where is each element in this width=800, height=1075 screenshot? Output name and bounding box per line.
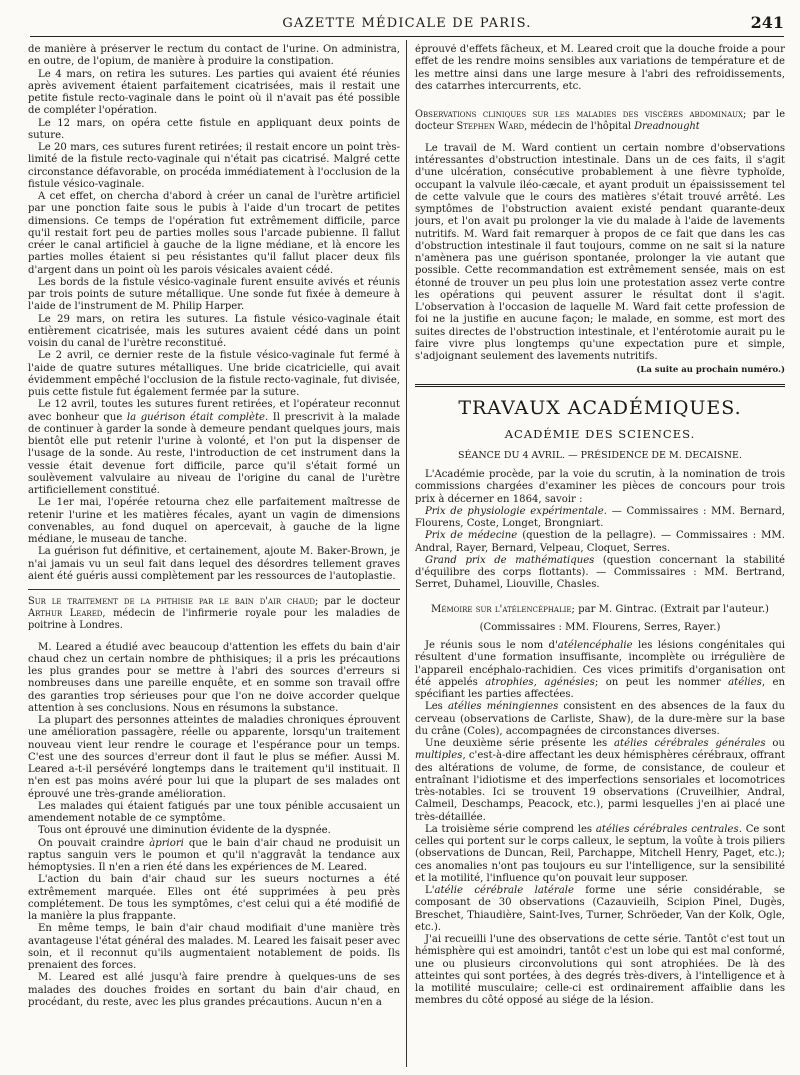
spacer bbox=[415, 133, 785, 143]
text-run: , c'est-à-dire affectant les deux hémisphères cérébraux, offrant des altérations de volume, de forme, de consistance, de couleur et entraînant l'idiotisme et des imperfections sensoriales et locomotrices très-notables. Ici se trouvent 19 observations (Cruveilhier, Andral, Calmeil, Deschamps, Peacock, etc.), parmi lesquelles j'en ai placé une très-détaillée. bbox=[415, 750, 785, 823]
italic-run: Prix de physiologie expérimentale bbox=[425, 505, 604, 517]
italic-run: Grand prix de mathématiques bbox=[425, 554, 595, 566]
paragraph: La plupart des personnes atteintes de maladies chroniques éprouvent une amélioration passagère, réelle ou apparente, lorsqu'un traitement nouveau vient leur rendre le courage et l'espérance pour un temps. C'est une des sources d'erreur dont il faut le plus se méfier. Aussi M. Leared a-t-il persévéré longtemps dans le traitement qu'il instituait. Il n'en est pas moins avéré pour lui que la plupart de ses malades ont éprouvé une très-grande amélioration. bbox=[28, 715, 400, 800]
spacer bbox=[415, 93, 785, 103]
text-run: , médecin de l'infirmerie royale pour les maladies de poitrine à Londres. bbox=[28, 607, 400, 631]
article-separator bbox=[28, 589, 400, 590]
memoir-title: Mémoire sur l'atélencéphalie bbox=[431, 603, 572, 615]
paragraph: Le 12 mars, on opéra cette fistule en appliquant deux points de suture. bbox=[28, 117, 400, 141]
paragraph bbox=[415, 824, 785, 885]
italic-run: atélies cérébrales centrales bbox=[595, 823, 739, 835]
italic-run: atélies cérébrales générales bbox=[614, 738, 766, 750]
italic-run: multiples bbox=[415, 750, 463, 762]
text-run: Je réunis sous le nom d' bbox=[425, 640, 558, 652]
text-run: les lésions congénitales qui résultent d'une formation insuffisante, incomplète ou irrégulière de l'appareil encéphalo-rachidien. Ces vices primitifs d'organisation ont été appelés bbox=[415, 640, 785, 688]
italic-run: atrophies, agénésies bbox=[485, 676, 595, 688]
paragraph: En même temps, le bain d'air chaud modifiait d'une manière très avantageuse l'état général des malades. M. Leared les faisait peser avec soin, et il reconnut qu'ils augmentaient notablement de poids. Ils prenaient des forces. bbox=[28, 923, 400, 972]
paragraph: La guérison fut définitive, et certainement, ajoute M. Baker-Brown, je n'ai jamais vu un seul fait dans lequel des désordres tellement graves aient été guéris aussi complètement par les ressources de l'autoplastie. bbox=[28, 546, 400, 582]
page-number: 241 bbox=[750, 13, 784, 32]
italic-run: àpriori bbox=[149, 837, 184, 849]
paragraph: de manière à préserver le rectum du contact de l'urine. On administra, en outre, de l'opium, de manière à produire la constipation. bbox=[28, 44, 400, 68]
paragraph: Le 20 mars, ces sutures furent retirées; il restait encore un point très-limité de la fistule recto-vaginale qui n'était pas cicatrisé. Malgré cette circonstance défavorable, on procéda immédiatement à l'occlusion de la fistule vésico-vaginale. bbox=[28, 142, 400, 190]
text-run: La troisième série comprend les bbox=[425, 823, 596, 835]
section-rule bbox=[415, 384, 785, 387]
article-title: Sur le traitement de la phthisie par le bain d'air chaud bbox=[28, 596, 315, 607]
paragraph: Le travail de M. Ward contient un certain nombre d'observations intéressantes d'obstruction intestinale. Dans un de ces faits, il s'agit d'une ulcération, consécutive probablement à une fièvre typhoïde, occupant la valvule iléo-cæcale, et ayant produit un épaississement tel de cette valvule que le cours des matières s'était trouvé arrêté. Les symptômes de l'obstruction avaient existé pendant quarante-deux jours, et l'on avait pu prolonger la vie du malade à l'aide de lavements nutritifs. M. Ward fait remarquer à propos de ce fait que dans les cas d'obstruction intestinale il faut toujours, comme on ne sait si la nature n'amènera pas une guérison spontanée, prolonger la vie autant que possible. Cette recommandation est extrêmement sensée, mais on est étonné de trouver un peu plus loin une protestation assez verte contre les opérations qui peuvent assurer le résultat dont il s'agit. L'observation à l'occasion de laquelle M. Ward fait cette profession de foi ne la justifie en aucune façon; le malade, en somme, est mort des suites directes de l'obstruction intestinale, et l'entérotomie aurait pu le faire vivre plus longtemps qu'une expectation pure et simple, s'adjoignant seulement des lavements nutritifs. bbox=[415, 142, 785, 363]
text-run: . Il prescrivit à la malade de continuer à garder la sonde à demeure pendant quelques jours, mais bientôt elle put retenir l'urine à volonté, et l'on put la dispenser de l'usage de la sonde. Au reste, l'introduction de cet instrument dans la vessie était devenue fort difficile, parce qu'il s'était formé un soulèvement valvulaire au niveau de l'origine du canal de l'urètre artificiellement constitué. bbox=[28, 411, 400, 496]
text-run: Une deuxième série présente les bbox=[425, 738, 615, 750]
text-run: ; on peut les nommer bbox=[594, 676, 729, 688]
right-column bbox=[415, 44, 785, 1075]
paragraph: M. Leared a étudié avec beaucoup d'attention les effets du bain d'air chaud chez un certain nombre de phthisiques; il a pris les précautions les plus grandes pour se mettre à l'abri des sources d'erreurs si nombreuses dans une pareille enquête, et en somme son travail offre des garanties trop sérieuses pour que l'on ne doive accorder quelque attention à ses conclusions. Nous en résumons la substance. bbox=[28, 641, 400, 714]
italic-run: atélie cérébrale latérale bbox=[434, 885, 574, 897]
paragraph bbox=[415, 885, 785, 934]
text-run: ; par le docteur bbox=[314, 596, 400, 607]
italic-run: atélencéphalie bbox=[557, 640, 633, 652]
paragraph: L'action du bain d'air chaud sur les sueurs nocturnes a été extrêmement marquée. Elles ont été supprimées à peu près complétement. De tous les symptômes, c'est celui qui a été modifié de la manière la plus frappante. bbox=[28, 874, 400, 923]
article-title: Observations cliniques sur les maladies des viscères abdominaux bbox=[415, 109, 744, 120]
italic-run: atélies bbox=[728, 676, 762, 688]
text-run: On pouvait craindre bbox=[38, 837, 150, 849]
text-run: consistent en des absences de la faux du cerveau (observations de Carliste, Shaw), de la dure-mère sur la base du crâne (Coles), accompagnées de circonstances diverses. bbox=[415, 701, 785, 737]
paragraph: Tous ont éprouvé une diminution évidente de la dyspnée. bbox=[38, 825, 331, 837]
paragraph: éprouvé d'effets fâcheux, et M. Leared croit que la douche froide a pour effet de les rendre moins sensibles aux variations de température et de les mettre ainsi dans une large mesure à l'abri des refroidissements, des catarrhes intercurrents, etc. bbox=[415, 44, 785, 92]
paragraph bbox=[415, 555, 785, 592]
text-run: (question concernant la stabilité d'équilibre des corps flottants). — Commissaires : MM. Bertrand, Serret, Duhamel, Liouville, Chasles. bbox=[415, 554, 785, 591]
text-run: ou bbox=[765, 738, 785, 750]
text-run: . — Commissaires : MM. Bernard, Flourens, Coste, Longet, Brongniart. bbox=[415, 505, 785, 530]
paragraph: Les bords de la fistule vésico-vaginale furent ensuite avivés et réunis par trois points de suture métallique. Une sonde fut fixée à demeure à l'aide de l'instrument de M. Philip Harper. bbox=[28, 276, 400, 313]
paragraph: J'ai recueilli l'une des observations de cette série. Tantôt c'est tout un hémisphère qui est amoindri, tantôt c'est un lobe qui est mal conformé, une ou plusieurs circonvolutions qui sont atrophiées. De là des atteintes qui sont portées, à des degrés très-divers, à l'intelligence et à la motilité musculaire; celle-ci est ordinairement affaiblie dans les membres du côté opposé au siége de la lésion. bbox=[415, 934, 785, 1007]
article-heading bbox=[415, 109, 785, 133]
paragraph bbox=[415, 506, 785, 531]
column-divider bbox=[406, 40, 407, 1067]
text-run: , médecin de l'hôpital bbox=[524, 120, 635, 132]
author-name: Arthur Leared bbox=[28, 607, 103, 619]
italic-run: Prix de médecine bbox=[425, 530, 518, 542]
hospital-name: Dreadnought bbox=[634, 120, 700, 132]
journal-title: GAZETTE MÉDICALE DE PARIS. bbox=[282, 16, 532, 31]
paragraph: Le 2 avril, ce dernier reste de la fistule vésico-vaginale fut fermé à l'aide de quatre sutures métalliques. Une bride cicatricielle, qui avait évidemment empêché l'occlusion de la fistule recto-vaginale, fut divisée, puis cette fistule fut également fermée par la suture. bbox=[28, 350, 400, 398]
text-run: ; par M. Gintrac. (Extrait par l'auteur.) bbox=[571, 603, 769, 615]
memoir-heading bbox=[415, 604, 785, 616]
text-run: , en spécifiant les parties affectées. bbox=[415, 676, 785, 701]
text-run: que le bain d'air chaud ne produisit un raptus sanguin vers le poumon et qu'il n'aggravât la tendance aux hémoptysies. Il n'en a rien été dans les expériences de M. Leared. bbox=[28, 837, 400, 874]
paragraph bbox=[415, 701, 785, 738]
paragraph: A cet effet, on chercha d'abord à créer un canal de l'urètre artificiel par une ponction faite sous le pubis à l'aide d'un trocart de petites dimensions. Ce temps de l'opération fut extrêmement difficile, parce qu'il restait fort peu de parties molles sous l'arcade pubienne. Il fallut créer le canal artificiel à gauche de la ligne médiane, et là encore les parties molles étaient si peu résistantes qu'il fallut placer deux fils d'argent dans un point où les parois vésicales avaient cédé. bbox=[28, 191, 400, 276]
commissioners-line: (Commissaires : MM. Flourens, Serres, Rayer.) bbox=[479, 621, 721, 633]
paragraph bbox=[28, 838, 400, 875]
paragraph bbox=[28, 399, 400, 497]
text-run: L' bbox=[425, 885, 435, 897]
session-line: SÉANCE DU 4 AVRIL. — PRÉSIDENCE DE M. DECAISNE. bbox=[458, 449, 742, 461]
paragraph: Le 29 mars, on retira les sutures. La fistule vésico-vaginale était entièrement cicatrisée, mais les sutures avaient cédé dans un point voisin du canal de l'urètre reconstitué. bbox=[28, 313, 400, 349]
italic-run: la guérison était complète bbox=[126, 411, 265, 423]
paragraph: Le 1er mai, l'opérée retourna chez elle parfaitement maîtresse de retenir l'urine et les matières fécales, ayant un vagin de dimensions convenables, au fond duquel on apercevait, à gauche de la ligne médiane, le museau de tanche. bbox=[28, 497, 400, 545]
section-title: TRAVAUX ACADÉMIQUES. bbox=[458, 396, 742, 419]
article-heading bbox=[28, 596, 400, 632]
academy-title: ACADÉMIE DES SCIENCES. bbox=[504, 426, 696, 441]
spacer bbox=[415, 592, 785, 602]
paragraph: L'Académie procède, par la voie du scrutin, à la nomination de trois commissions chargées d'examiner les pièces de concours pour trois prix à décerner en 1864, savoir : bbox=[415, 469, 785, 505]
text-run: . Ce sont celles qui portent sur le corps calleux, le septum, la voûte à trois piliers (observations de Duncan, Reil, Parchappe, Mitchell Henry, Paget, etc.); ces anomalies n'ont pas toujours eu sur l'intelligence, sur la sensibilité et la motilité, l'influence qu'on pouvait leur supposer. bbox=[415, 823, 785, 884]
running-header bbox=[30, 10, 784, 37]
text-run: Les bbox=[425, 701, 448, 713]
text-run: ; par le docteur bbox=[415, 109, 785, 132]
author-name: Stephen Ward bbox=[456, 120, 525, 132]
paragraph: Les malades qui étaient fatigués par une toux pénible accusaient un amendement notable de ce symptôme. bbox=[28, 800, 400, 825]
text-run: (question de la pellagre). — Commissaires : MM. Andral, Rayer, Bernard, Velpeau, Cloquet, Serres. bbox=[415, 530, 785, 554]
left-column bbox=[28, 44, 400, 1075]
paragraph bbox=[415, 738, 785, 824]
paragraph bbox=[415, 640, 785, 701]
text-run: forme une série considérable, se composant de 30 observations (Cazauvieilh, Scipion Pinel, Dugès, Breschet, Thiaudière, Saint-Ives, Turner, Schröeder, Van der Kolk, Ogle, etc.). bbox=[415, 885, 785, 933]
italic-run: atélies méningiennes bbox=[447, 701, 559, 713]
spacer bbox=[28, 632, 400, 642]
paragraph bbox=[415, 530, 785, 555]
paragraph: M. Leared est allé jusqu'à faire prendre à quelques-uns de ses malades des douches froides en sortant du bain d'air chaud, en procédant, du reste, avec les plus grandes précautions. Aucun n'en a bbox=[28, 972, 400, 1008]
continuation-note: (La suite au prochain numéro.) bbox=[636, 365, 785, 376]
paragraph: Le 4 mars, on retira les sutures. Les parties qui avaient été réunies après avivement étaient parfaitement cicatrisées, mais il restait une petite fistule recto-vaginale dans le point où il n'avait pas été possible de compléter l'opération. bbox=[28, 68, 400, 117]
text-run: Le 12 avril, toutes les sutures furent retirées, et l'opérateur reconnut avec bonheur que bbox=[28, 399, 400, 423]
